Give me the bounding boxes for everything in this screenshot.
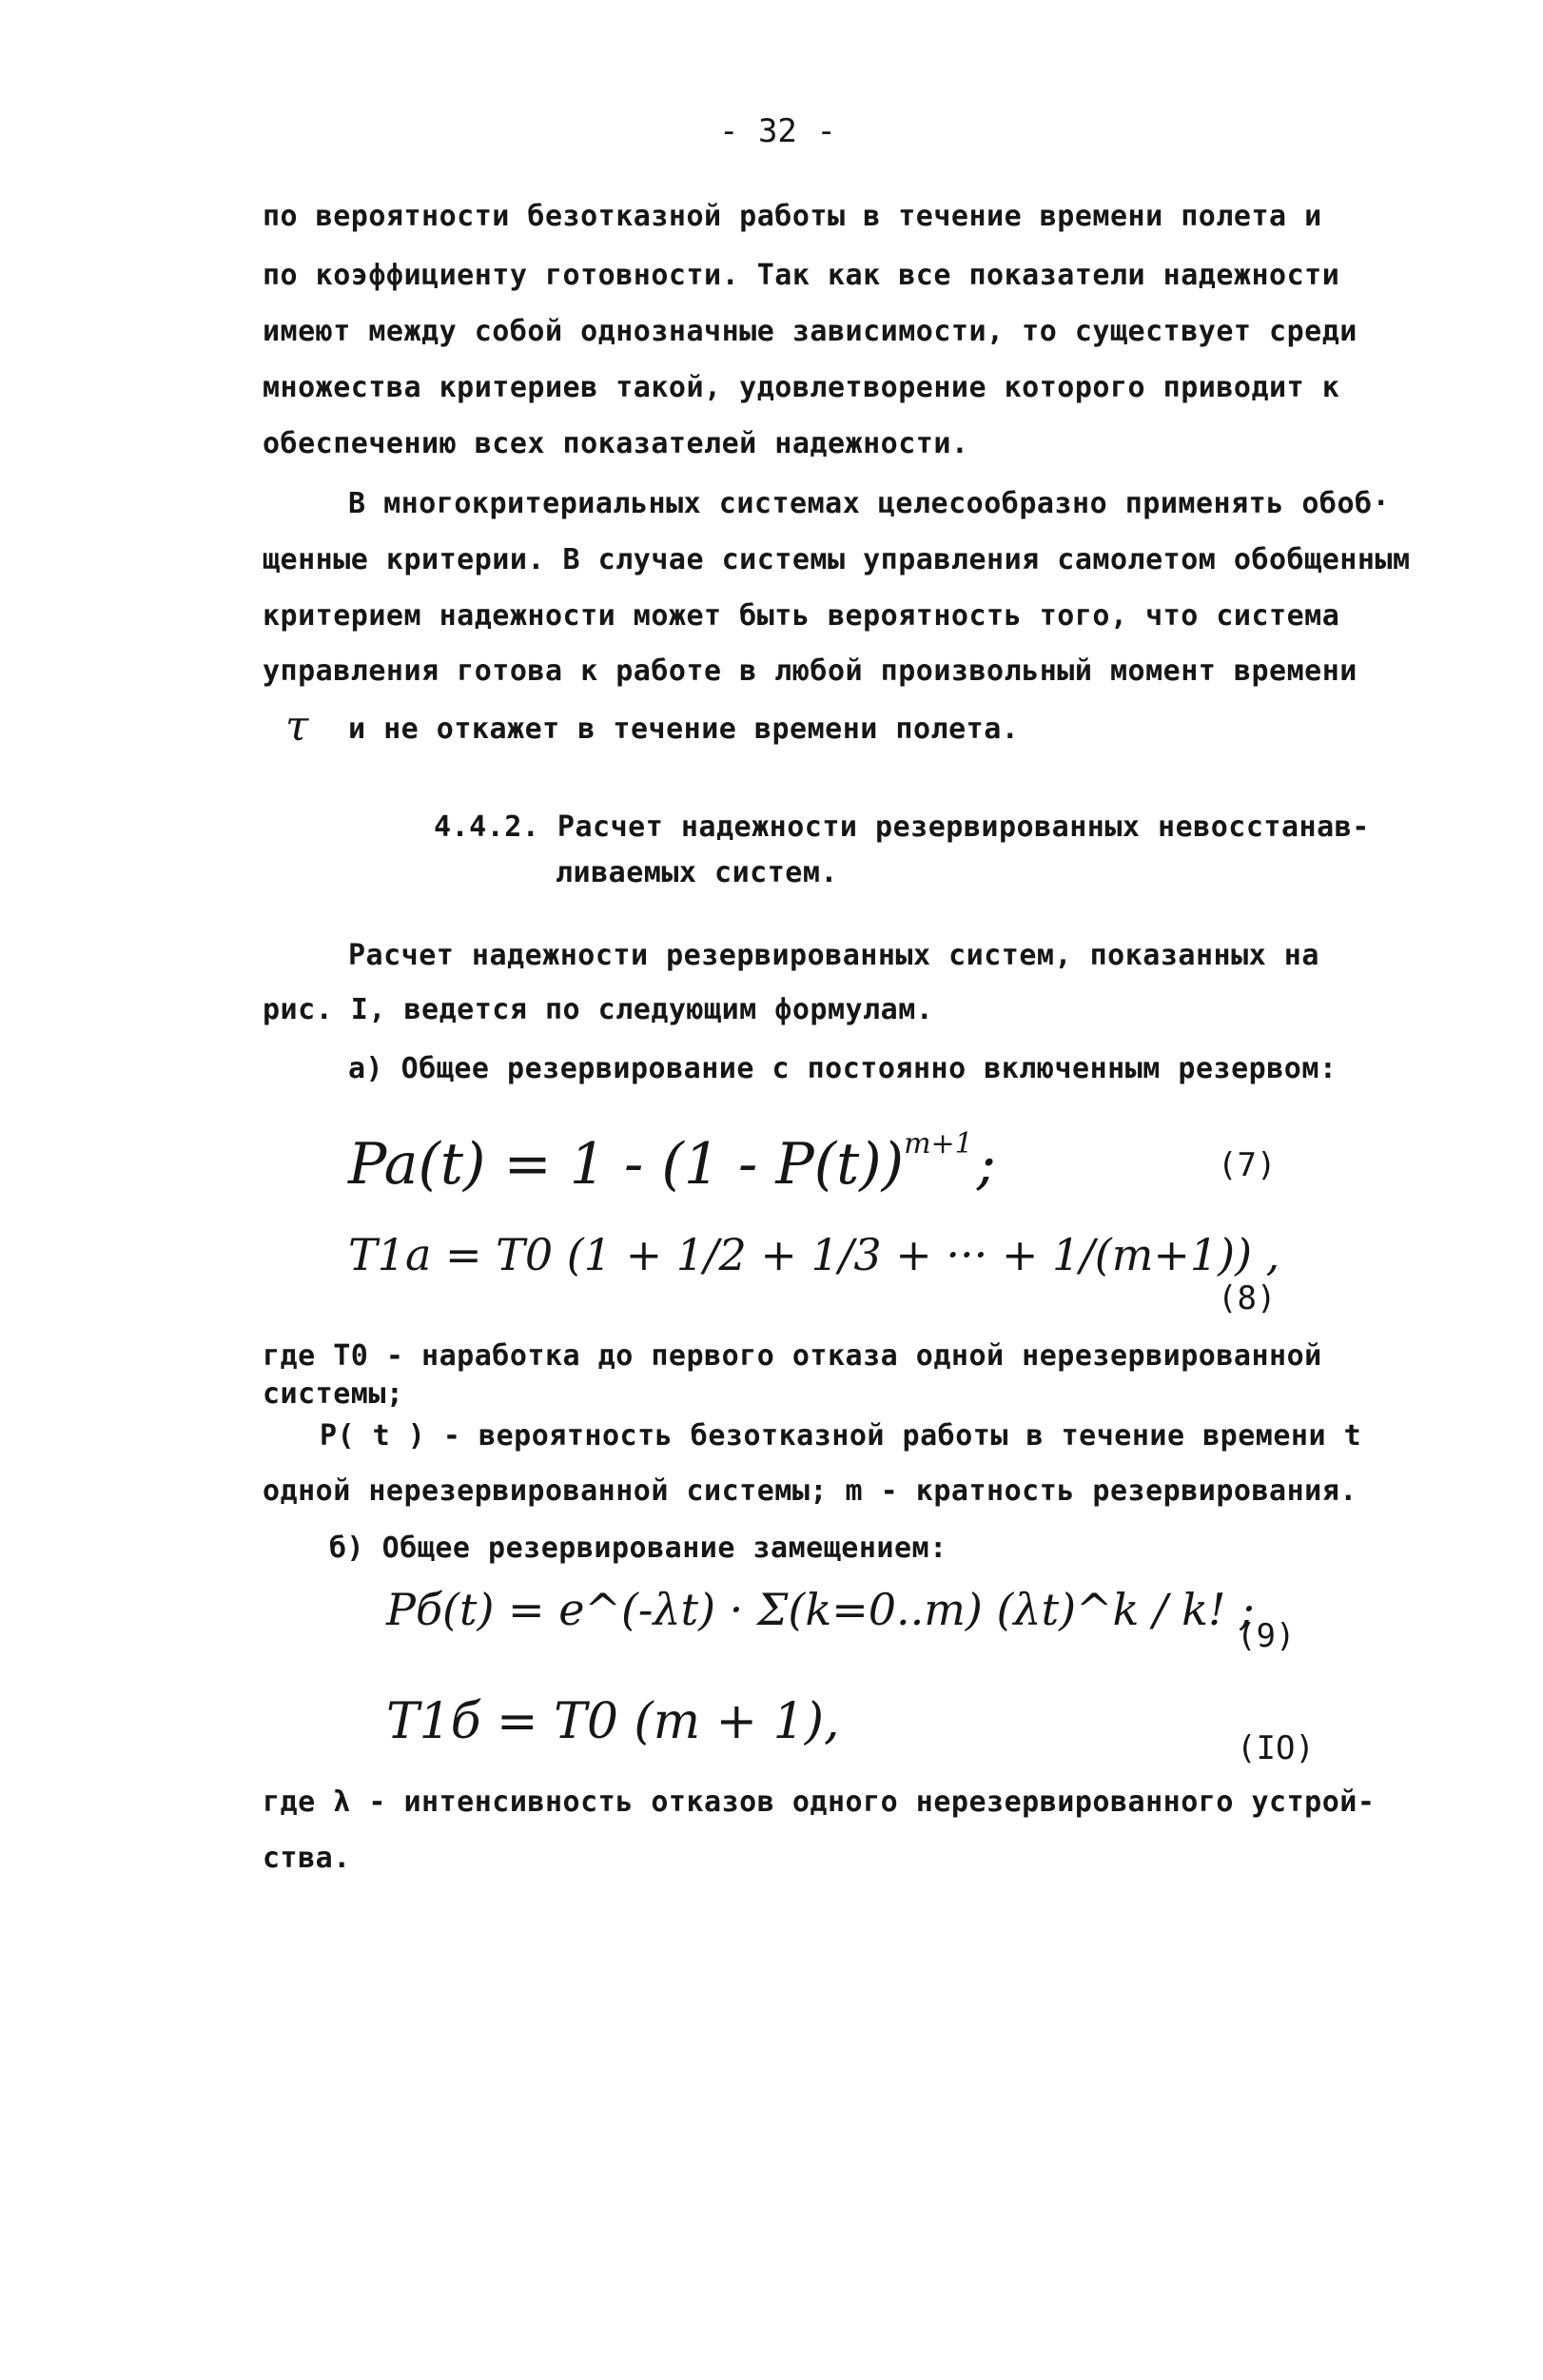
formula-10: T1б = T0 (m + 1), <box>386 1693 840 1750</box>
definition-p-t-cont: одной нерезервированной системы; m - кратность резервирования. <box>263 1474 1357 1508</box>
section-title: 4.4.2. Расчет надежности резервированных невосстанав- <box>434 810 1370 844</box>
paragraph-line: Расчет надежности резервированных систем, показанных на <box>348 939 1319 972</box>
paragraph-line: управления готова к работе в любой произвольный момент времени <box>263 654 1357 688</box>
formula-7-exponent: m+1 <box>904 1127 973 1161</box>
paragraph-line: критерием надежности может быть вероятность того, что система <box>263 599 1340 633</box>
definition-t0-cont: системы; <box>263 1377 404 1411</box>
definition-p-t: P( t ) - вероятность безотказной работы в течение времени t <box>320 1419 1362 1453</box>
formula-7-end: ; <box>976 1131 996 1198</box>
definition-t0: где T0 - наработка до первого отказа одной нерезервированной <box>263 1339 1322 1373</box>
definition-lambda-cont: ства. <box>263 1842 351 1875</box>
paragraph-line: рис. I, ведется по следующим формулам. <box>263 993 934 1026</box>
section-title-cont: ливаемых систем. <box>556 856 838 889</box>
formula-7 <box>348 1127 996 1198</box>
formula-9: Pб(t) = e^(-λt) · Σ(k=0..m) (λt)^k / k! ; <box>386 1584 1255 1635</box>
equation-number-9: (9) <box>1237 1617 1296 1655</box>
paragraph-line: по коэффициенту готовности. Так как все показатели надежности <box>263 259 1340 292</box>
page-number: - 32 - <box>719 112 836 150</box>
paragraph-line: обеспечению всех показателей надежности. <box>263 427 969 460</box>
formula-8: T1a = T0 (1 + 1/2 + 1/3 + ··· + 1/(m+1)) , <box>348 1229 1280 1280</box>
definition-lambda: где λ - интенсивность отказов одного нерезервированного устрой- <box>263 1785 1376 1819</box>
equation-number-7: (7) <box>1218 1146 1277 1184</box>
equation-number-10: (IO) <box>1237 1729 1315 1767</box>
paragraph-line: по вероятности безотказной работы в течение времени полета и <box>263 200 1322 233</box>
list-item-a: а) Общее резервирование с постоянно включенным резервом: <box>348 1052 1338 1085</box>
paragraph-line: множества критериев такой, удовлетворение которого приводит к <box>263 371 1340 404</box>
equation-number-8: (8) <box>1218 1279 1277 1317</box>
paragraph-line: и не откажет в течение времени полета. <box>348 712 1020 746</box>
formula-7-body: Pa(t) = 1 - (1 - P(t)) <box>348 1131 905 1198</box>
paragraph-line: В многокритериальных системах целесообразно применять обоб· <box>348 487 1391 520</box>
paragraph-line: щенные критерии. В случае системы управления самолетом обобщенным <box>263 543 1411 576</box>
tau-symbol: τ <box>285 702 309 751</box>
paragraph-line: имеют между собой однозначные зависимости, то существует среди <box>263 315 1357 348</box>
list-item-b: б) Общее резервирование замещением: <box>329 1531 947 1565</box>
